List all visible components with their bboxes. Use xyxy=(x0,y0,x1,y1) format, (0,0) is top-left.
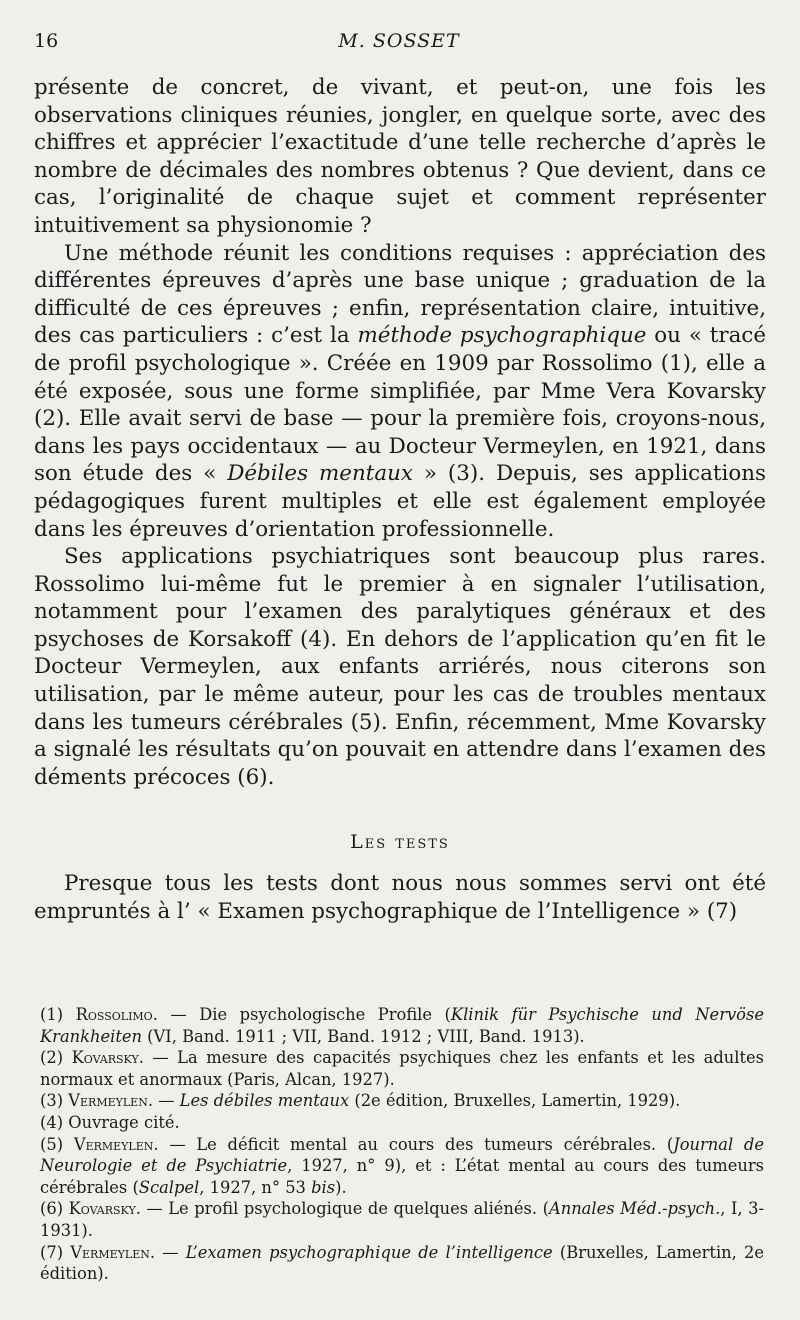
footnote-3-author: Vermeylen xyxy=(68,1091,148,1111)
footnote-5-text-c: , 1927, n° 53 xyxy=(199,1177,312,1197)
running-head: M. SOSSET xyxy=(338,30,460,52)
footnote-5-text-b: , 1927, n° 9), et : L’état mental au cours des tumeurs cérébrales ( xyxy=(40,1156,764,1197)
footnote-5-number: (5) xyxy=(40,1134,74,1154)
footnote-1-number: (1) xyxy=(40,1005,76,1024)
footnote-6 xyxy=(40,1198,764,1241)
footnote-3-number: (3) xyxy=(40,1091,69,1111)
footnote-1-author: Rossolimo xyxy=(75,1005,153,1024)
footnote-7-author: Vermeylen xyxy=(70,1242,150,1262)
footnotes xyxy=(40,1004,764,1285)
footnote-2-author: Kovarsky xyxy=(71,1048,139,1068)
footnote-7 xyxy=(40,1242,764,1285)
footnote-1 xyxy=(40,1004,764,1047)
footnote-5-journal-2: Scalpel xyxy=(138,1177,200,1197)
footnote-2-number: (2) xyxy=(40,1048,72,1068)
footnote-2-text: . — La mesure des capacités psychiques chez les enfants et les adultes normaux et anormaux (Paris, Alcan, 1927). xyxy=(40,1048,764,1089)
footnote-5-author: Vermeylen xyxy=(73,1134,154,1154)
paragraph-3: Ses applications psychiatriques sont beaucoup plus rares. Rossolimo lui-même fut le premier à en signaler l’utilisation, notamment pour l’examen des paralytiques généraux et des psychoses de Korsakoff (4). En dehors de l’application qu’en fit le Docteur Vermeylen, aux enfants arriérés, nous citerons son utilisation, par le même auteur, pour les cas de troubles mentaux dans les tumeurs cérébrales (5). Enfin, récemment, Mme Kovarsky a signalé les résultats qu’on pouvait en attendre dans l’examen des déments précoces (6). xyxy=(34,544,766,790)
paragraph-2-text-a: Une méthode réunit les conditions requises : appréciation des différentes épreuves d’après une base unique ; graduation de la difficulté de ces épreuves ; enfin, représentation claire, intuitive, des cas particuliers : c’est la xyxy=(34,240,766,349)
paragraph-2 xyxy=(34,240,766,544)
footnote-3-title: Les débiles mentaux xyxy=(179,1091,350,1111)
footnote-7-text-b: (Bruxelles, Lamertin, 2e édition). xyxy=(40,1242,765,1284)
footnote-1-title: Klinik für Psychische und Nervöse Krankheiten xyxy=(40,1005,764,1046)
footnote-6-journal: Annales Méd.-psych. xyxy=(548,1199,721,1219)
paragraph-2-text-c: » (3). Depuis, ses applications pédagogiques furent multiples et elle est également employée dans les épreuves d’orientation professionnelle. xyxy=(34,461,766,542)
footnote-1-text-a: . — Die psychologische Profile ( xyxy=(152,1005,451,1024)
footnote-3-text-b: (2e édition, Bruxelles, Lamertin, 1929). xyxy=(349,1091,681,1111)
footnote-3-text-a: . — xyxy=(147,1091,180,1111)
paragraph-2-emphasis-2: Débiles mentaux xyxy=(227,461,413,487)
footnote-7-number: (7) xyxy=(40,1242,71,1262)
footnote-6-text-b: , I, 3-1931). xyxy=(40,1199,764,1240)
paragraph-2-emphasis-1: méthode psychographique xyxy=(357,323,647,349)
paragraph-4: Presque tous les tests dont nous nous sommes servi ont été empruntés à l’ « Examen psychographique de l’Intelligence » (7) xyxy=(34,871,766,925)
footnote-7-text-a: . — xyxy=(149,1242,186,1262)
footnote-6-author: Kovarsky xyxy=(68,1199,136,1219)
footnote-5 xyxy=(40,1134,764,1199)
paragraph-1: présente de concret, de vivant, et peut-on, une fois les observations cliniques réunies, jongler, en quelque sorte, avec des chiffres et apprécier l’exactitude d’une telle recherche d’après le nombre de décimales des nombres obtenus ? Que devient, dans ce cas, l’originalité de chaque sujet et comment représenter intuitivement sa physionomie ? xyxy=(34,75,766,238)
section-title: Les tests xyxy=(350,831,450,854)
footnote-5-text-d: ). xyxy=(335,1177,347,1197)
footnote-5-bis: bis xyxy=(311,1177,336,1197)
footnote-6-text-a: . — Le profil psychologique de quelques aliénés. ( xyxy=(135,1199,549,1219)
footnote-7-title: L’examen psychographique de l’intelligence xyxy=(185,1242,553,1262)
footnote-1-text-b: (VI, Band. 1911 ; VII, Band. 1912 ; VIII, Band. 1913). xyxy=(142,1026,585,1046)
footnote-2 xyxy=(40,1047,764,1090)
body-text xyxy=(34,74,766,926)
footnote-5-journal: Journal de Neurologie et de Psychiatrie xyxy=(40,1134,764,1176)
footnote-3 xyxy=(40,1090,764,1112)
footnote-4: (4) Ouvrage cité. xyxy=(40,1112,180,1132)
footnote-5-text-a: . — Le déficit mental au cours des tumeurs cérébrales. ( xyxy=(153,1134,674,1154)
footnote-6-number: (6) xyxy=(40,1199,69,1219)
paragraph-2-text-b: ou « tracé de profil psychologique ». Créée en 1909 par Rossolimo (1), elle a été exposée, sous une forme simplifiée, par Mme Vera Kovarsky (2). Elle avait servi de base — pour la première fois, croyons-nous, dans les pays occidentaux — au Docteur Vermeylen, en 1921, dans son étude des « xyxy=(34,323,766,487)
page-number: 16 xyxy=(34,30,59,52)
page-header xyxy=(34,30,764,60)
